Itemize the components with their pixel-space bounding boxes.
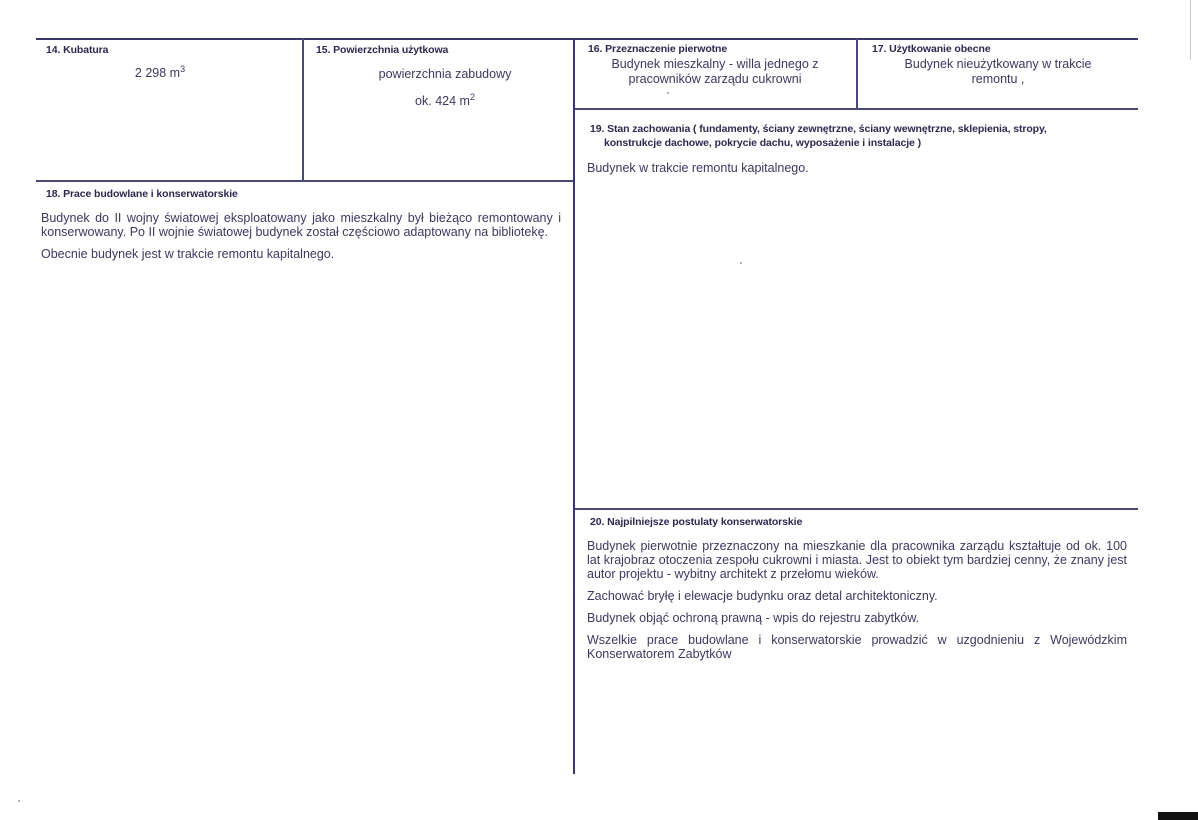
postulaty-paragraph: Budynek pierwotnie przeznaczony na mieszkanie dla pracownika zarządu kształtuje od ok. 100 lat krajobraz otoczenia zespołu cukrowni i miasta. Jest to obiekt tym bardziej cenny, że znany jest autor projektu - wybitny architekt z przełomu wieków. bbox=[587, 539, 1127, 581]
scan-edge-line bbox=[1190, 0, 1191, 60]
stan-text: Budynek w trakcie remontu kapitalnego. bbox=[587, 161, 809, 175]
uzytkowanie-line1: Budynek nieużytkowany w trakcie bbox=[904, 57, 1092, 71]
scan-edge-mark bbox=[1158, 812, 1198, 820]
divider-center bbox=[573, 38, 575, 774]
powierzchnia-title: 15. Powierzchnia użytkowa bbox=[316, 44, 449, 56]
top-rule bbox=[36, 38, 1138, 40]
kubatura-unit-exponent: 3 bbox=[180, 64, 186, 74]
przeznaczenie-line2: pracowników zarządu cukrowni bbox=[628, 72, 802, 86]
divider-14-15 bbox=[302, 38, 304, 180]
rule-under-16-17 bbox=[574, 108, 1138, 110]
rule-above-20 bbox=[574, 508, 1138, 510]
powierzchnia-line1: powierzchnia zabudowy bbox=[378, 67, 512, 81]
postulaty-body bbox=[587, 539, 1127, 669]
postulaty-paragraph: Budynek objąć ochroną prawną - wpis do rejestru zabytków. bbox=[587, 611, 920, 625]
postulaty-paragraph: Wszelkie prace budowlane i konserwatorskie prowadzić w uzgodnieniu z Wojewódzkim Konserwatorem Zabytków bbox=[587, 633, 1127, 661]
powierzchnia-value: ok. 424 m bbox=[415, 94, 470, 108]
rule-above-18 bbox=[36, 180, 574, 182]
stan-title-line1: 19. Stan zachowania ( fundamenty, ściany zewnętrzne, ściany wewnętrzne, sklepienia, stropy, bbox=[590, 123, 1047, 135]
postulaty-title: 20. Najpilniejsze postulaty konserwatorskie bbox=[590, 516, 803, 528]
uzytkowanie-title: 17. Użytkowanie obecne bbox=[872, 43, 991, 55]
divider-16-17 bbox=[856, 38, 858, 108]
przeznaczenie-title: 16. Przeznaczenie pierwotne bbox=[588, 43, 728, 55]
powierzchnia-line2 bbox=[330, 94, 560, 109]
prace-paragraph: Budynek do II wojny światowej eksploatowany jako mieszkalny był bieżąco remontowany i konserwowany. Po II wojnie światowej budynek został częściowo adaptowany na bibliotekę. bbox=[41, 211, 561, 239]
powierzchnia-unit-exponent: 2 bbox=[469, 92, 475, 102]
prace-body bbox=[41, 211, 561, 269]
stan-title-line2: konstrukcje dachowe, pokrycie dachu, wyposażenie i instalacje ) bbox=[604, 137, 921, 149]
kubatura-title: 14. Kubatura bbox=[46, 44, 109, 56]
scan-speck bbox=[18, 800, 20, 802]
kubatura-number: 2 298 m bbox=[134, 66, 181, 80]
scan-speck bbox=[740, 262, 742, 264]
prace-paragraph: Obecnie budynek jest w trakcie remontu kapitalnego. bbox=[41, 247, 335, 261]
uzytkowanie-line2: remontu , bbox=[971, 72, 1025, 86]
postulaty-paragraph: Zachować bryłę i elewacje budynku oraz detal architektoniczny. bbox=[587, 589, 938, 603]
prace-title: 18. Prace budowlane i konserwatorskie bbox=[46, 188, 238, 200]
scan-speck bbox=[667, 92, 669, 94]
kubatura-value bbox=[60, 66, 260, 81]
przeznaczenie-line1: Budynek mieszkalny - willa jednego z bbox=[611, 57, 819, 71]
